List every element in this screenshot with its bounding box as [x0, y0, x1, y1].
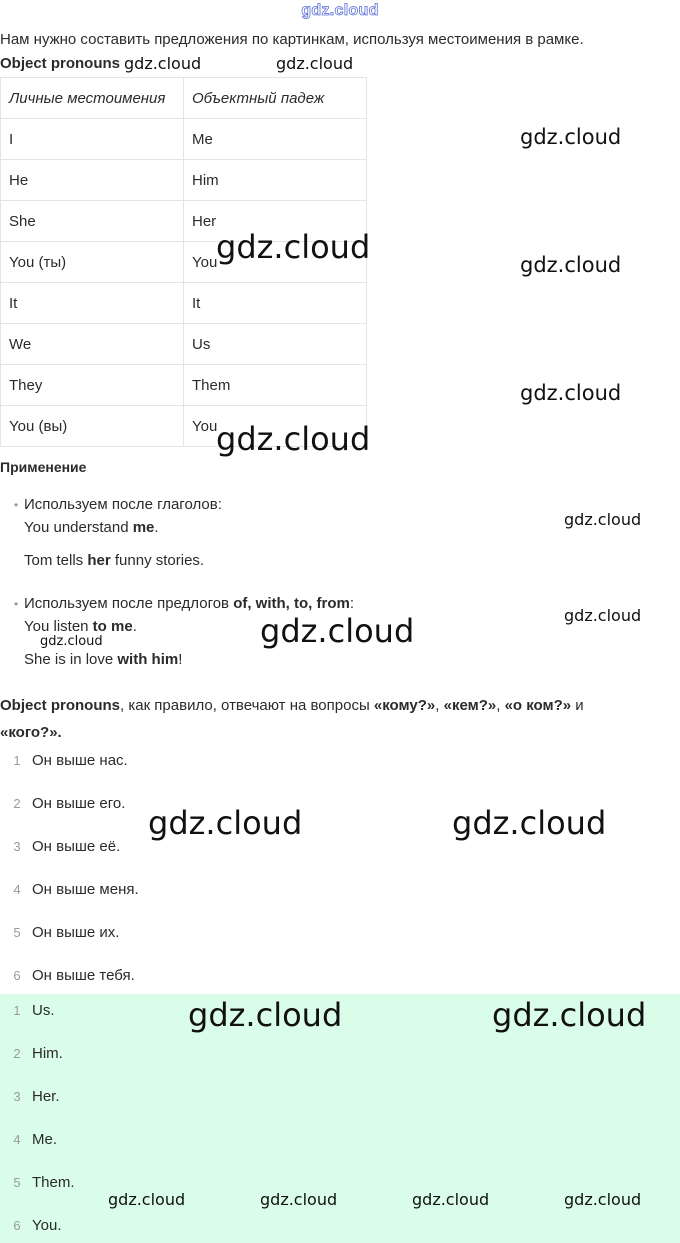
question-text: Он выше его. [32, 795, 126, 812]
answer-number: 3 [13, 1089, 21, 1104]
bullet-dot: • [14, 498, 19, 512]
watermark: gdz.cloud [216, 228, 371, 266]
table-cell: You [184, 242, 367, 283]
table-cell: Us [184, 324, 367, 365]
watermark: gdz.cloud [260, 612, 415, 650]
table-cell: Her [184, 201, 367, 242]
answer-text: Him. [32, 1045, 63, 1062]
question-text: Он выше их. [32, 924, 120, 941]
table-row [1, 365, 367, 406]
watermark: gdz.cloud [564, 510, 642, 529]
example-sentence: You understand me. [24, 519, 159, 536]
answer-number: 2 [13, 1046, 21, 1061]
example-sentence: You listen to me. [24, 618, 137, 635]
table-cell: I [1, 119, 184, 160]
table-cell: They [1, 365, 184, 406]
answer-text: Us. [32, 1002, 55, 1019]
table-row [1, 160, 367, 201]
watermark: gdz.cloud [564, 1190, 642, 1209]
question-text: Он выше меня. [32, 881, 139, 898]
answer-text: Her. [32, 1088, 60, 1105]
question-number: 1 [13, 753, 21, 768]
question-number: 3 [13, 839, 21, 854]
table-header-cell: Личные местоимения [1, 78, 184, 119]
watermark: gdz.cloud [216, 420, 371, 458]
example-sentence: Tom tells her funny stories. [24, 552, 205, 569]
watermark: gdz.cloud [452, 804, 607, 842]
question-number: 2 [13, 796, 21, 811]
answer-number: 5 [13, 1175, 21, 1190]
watermark: gdz.cloud [188, 996, 343, 1034]
table-row [1, 283, 367, 324]
answer-text: Them. [32, 1174, 75, 1191]
usage-note: Object pronouns, как правило, отвечают на вопросы «кому?», «кем?», «о ком?» и [0, 697, 584, 714]
table-cell: Him [184, 160, 367, 201]
answer-text: Me. [32, 1131, 58, 1148]
watermark: gdz.cloud [520, 125, 622, 149]
table-cell: You (ты) [1, 242, 184, 283]
watermark: gdz.cloud [124, 54, 202, 73]
watermark: gdz.cloud [412, 1190, 490, 1209]
table-row [1, 119, 367, 160]
table-cell: We [1, 324, 184, 365]
section-title-application: Применение [0, 459, 87, 475]
intro-text: Нам нужно составить предложения по картинкам, используя местоимения в рамке. [0, 31, 584, 48]
question-text: Он выше её. [32, 838, 121, 855]
table-header-row [1, 78, 367, 119]
table-cell: She [1, 201, 184, 242]
question-text: Он выше нас. [32, 752, 128, 769]
watermark: gdz.cloud [108, 1190, 186, 1209]
watermark: gdz.cloud [260, 1190, 338, 1209]
watermark: gdz.cloud [520, 253, 622, 277]
table-cell: You [184, 406, 367, 447]
answer-text: You. [32, 1217, 62, 1234]
answer-number: 4 [13, 1132, 21, 1147]
usage-prepositions: Используем после предлогов of, with, to, from: [24, 595, 355, 612]
watermark: gdz.cloud [564, 606, 642, 625]
section-title-object-pronouns: Object pronouns [0, 55, 120, 72]
watermark: gdz.cloud [520, 381, 622, 405]
question-text: Он выше тебя. [32, 967, 135, 984]
usage-verbs: Используем после глаголов: [24, 496, 222, 513]
watermark: gdz.cloud [492, 996, 647, 1034]
table-cell: It [184, 283, 367, 324]
table-cell: He [1, 160, 184, 201]
site-logo[interactable]: gdz.cloud [301, 2, 379, 19]
table-header-cell: Объектный падеж [184, 78, 367, 119]
usage-note-continued: «кого?». [0, 724, 62, 741]
question-number: 4 [13, 882, 21, 897]
watermark: gdz.cloud [276, 54, 354, 73]
watermark: gdz.cloud [40, 634, 103, 649]
table-row [1, 324, 367, 365]
question-number: 6 [13, 968, 21, 983]
table-cell: It [1, 283, 184, 324]
table-cell: Them [184, 365, 367, 406]
bullet-dot: • [14, 597, 19, 611]
answer-number: 1 [13, 1003, 21, 1018]
watermark: gdz.cloud [148, 804, 303, 842]
table-cell: Me [184, 119, 367, 160]
example-sentence: She is in love with him! [24, 651, 183, 668]
answer-number: 6 [13, 1218, 21, 1233]
question-number: 5 [13, 925, 21, 940]
table-cell: You (вы) [1, 406, 184, 447]
